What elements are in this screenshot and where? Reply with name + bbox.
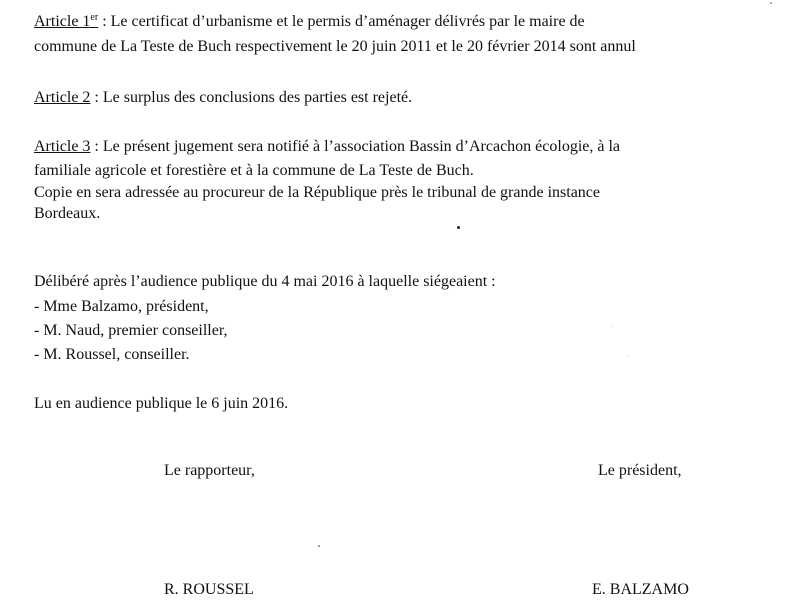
- article-1-line-2: commune de La Teste de Buch respectivement le 20 juin 2011 et le 20 février 2014 sont annul: [34, 38, 636, 55]
- scan-speck: [770, 2, 772, 4]
- article-2-text: : Le surplus des conclusions des parties est rejeté.: [90, 89, 413, 106]
- article-1-line-1: [34, 12, 585, 32]
- article-3-line-2: familiale agricole et forestière et à la commune de La Teste de Buch.: [34, 162, 474, 179]
- article-2-label: Article 2: [34, 89, 91, 106]
- deliberation-intro: Délibéré après l’audience publique du 4 mai 2016 à laquelle siégeaient :: [34, 273, 496, 290]
- member-line: - M. Naud, premier conseiller,: [34, 322, 228, 339]
- member-line: - M. Roussel, conseiller.: [34, 346, 190, 363]
- public-reading-line: Lu en audience publique le 6 juin 2016.: [34, 395, 289, 412]
- article-3-line-3: Copie en sera adressée au procureur de la République près le tribunal de grande instance: [34, 184, 600, 201]
- rapporteur-name: R. ROUSSEL: [164, 581, 254, 598]
- article-3-label: Article 3: [34, 138, 91, 155]
- president-name: E. BALZAMO: [592, 581, 689, 598]
- article-1-text-1: : Le certificat d’urbanisme et le permis d’aménager délivrés par le maire de: [98, 13, 585, 30]
- article-2-line: [34, 88, 412, 108]
- president-title: Le président,: [598, 462, 682, 479]
- article-3-line-4: Bordeaux.: [34, 205, 101, 222]
- rapporteur-title: Le rapporteur,: [164, 462, 255, 479]
- member-line: - Mme Balzamo, président,: [34, 298, 209, 315]
- scan-speck: [318, 545, 320, 547]
- scan-speck: [612, 326, 613, 327]
- scan-speck: [457, 226, 460, 229]
- article-1-label: Article 1er: [34, 12, 99, 30]
- article-3-line-1: [34, 137, 620, 157]
- scan-speck: [628, 356, 629, 357]
- article-3-text-1: : Le présent jugement sera notifié à l’association Bassin d’Arcachon écologie, à la: [90, 138, 621, 155]
